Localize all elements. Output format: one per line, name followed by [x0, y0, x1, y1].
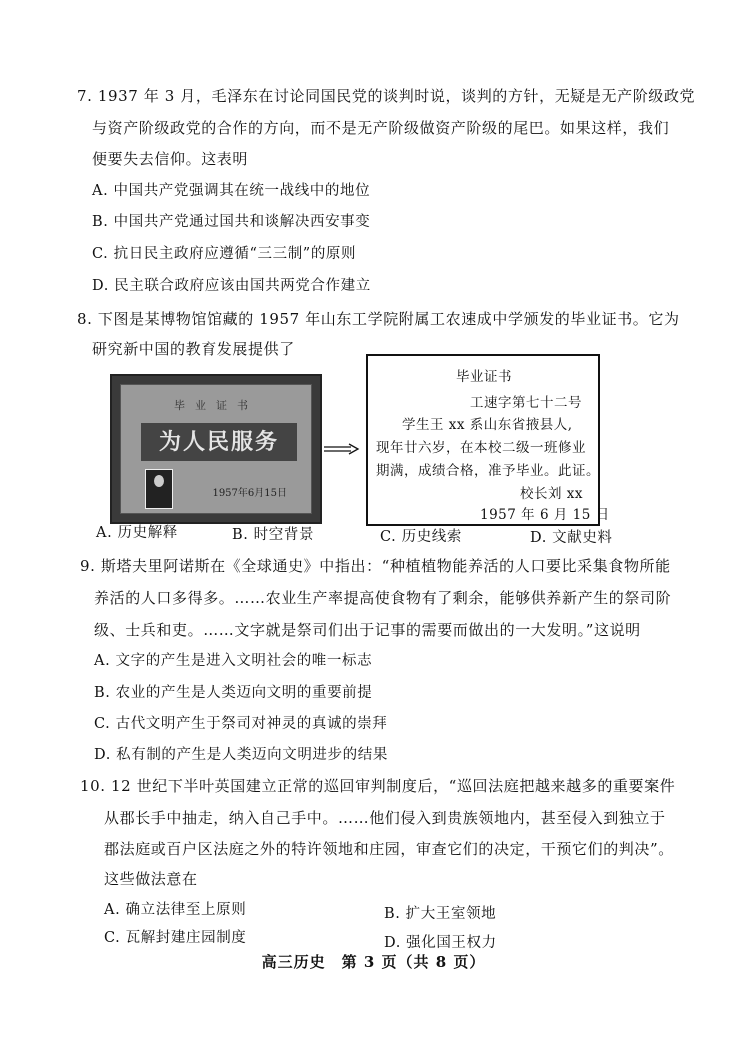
q7-option-a: A. 中国共产党强调其在统一战线中的地位: [92, 183, 371, 199]
page-footer: 高三历史 第 3 页（共 8 页）: [261, 953, 486, 971]
certificate-photo-date: 1957年6月15日: [212, 488, 287, 499]
q7-stem-line-1: 7. 1937 年 3 月，毛泽东在讨论同国民党的谈判时说，谈判的方针，无疑是无产阶级政党: [77, 87, 696, 105]
q7-option-b: B. 中国共产党通过国共和谈解决西安事变: [92, 214, 371, 230]
arrow-icon: [324, 443, 360, 455]
q9-option-d: D. 私有制的产生是人类迈向文明进步的结果: [94, 747, 388, 763]
q10-option-b: B. 扩大王室领地: [384, 906, 497, 922]
q8-stem-line-1: 8. 下图是某博物馆馆藏的 1957 年山东工学院附属工农速成中学颁发的毕业证书。它为: [77, 310, 680, 328]
q10-stem-line-3: 郡法庭或百户区法庭之外的特许领地和庄园，审查它们的决定，干预它们的判决”。: [104, 840, 674, 858]
q8-option-b: B. 时空背景: [232, 527, 315, 543]
q10-option-c: C. 瓦解封建庄园制度: [104, 930, 247, 946]
q8-option-c: C. 历史线索: [380, 529, 462, 545]
q8-option-a: A. 历史解释: [96, 525, 178, 541]
certificate-photo: [110, 374, 322, 524]
certificate-photo-title: 毕业证书: [174, 399, 258, 412]
q7-stem-line-3: 便要失去信仰。这表明: [92, 150, 249, 168]
cert-date: 1957 年 6 月 15 日: [480, 507, 610, 523]
q9-option-c: C. 古代文明产生于祭司对神灵的真诚的崇拜: [94, 716, 388, 732]
certificate-transcription: [366, 354, 610, 526]
q7-option-d: D. 民主联合政府应该由国共两党合作建立: [92, 278, 371, 294]
q8-option-d: D. 文献史料: [530, 530, 613, 546]
portrait-head: [154, 475, 164, 487]
cert-title: 毕业证书: [456, 369, 512, 385]
q10-stem-line-1: 10. 12 世纪下半叶英国建立正常的巡回审判制度后，“巡回法庭把越来越多的重要案件: [80, 777, 676, 795]
certificate-photo-surface: [120, 384, 312, 514]
q10-stem-line-4: 这些做法意在: [104, 870, 198, 888]
portrait-image: [145, 469, 173, 509]
q10-option-d: D. 强化国王权力: [384, 935, 497, 951]
q10-stem-line-2: 从郡长手中抽走，纳入自己手中。……他们侵入到贵族领地内，甚至侵入到独立于: [104, 809, 666, 827]
q8-stem-line-2: 研究新中国的教育发展提供了: [92, 340, 295, 358]
cert-number: 工速字第七十二号: [470, 395, 582, 411]
q9-stem-line-1: 9. 斯塔夫里阿诺斯在《全球通史》中指出：“种植植物能养活的人口要比采集食物所能: [80, 557, 671, 575]
q9-option-a: A. 文字的产生是进入文明社会的唯一标志: [94, 653, 373, 669]
cert-line-2: 现年廿六岁，在本校二级一班修业: [376, 440, 586, 456]
cert-line-3: 期满，成绩合格，准予毕业。此证。: [376, 463, 600, 479]
certificate-photo-banner: 为人民服务: [141, 423, 297, 461]
cert-line-1: 学生王 xx 系山东省掖县人,: [402, 417, 573, 433]
q9-stem-line-2: 养活的人口多得多。……农业生产率提高使食物有了剩余，能够供养新产生的祭司阶: [94, 589, 672, 607]
q10-option-a: A. 确立法律至上原则: [104, 902, 247, 918]
cert-principal: 校长刘 xx: [520, 486, 584, 502]
q9-stem-line-3: 级、士兵和吏。……文字就是祭司们出于记事的需要而做出的一大发明。”这说明: [94, 621, 641, 639]
q9-option-b: B. 农业的产生是人类迈向文明的重要前提: [94, 685, 373, 701]
q7-option-c: C. 抗日民主政府应遵循“三三制”的原则: [92, 246, 357, 262]
q7-stem-line-2: 与资产阶级政党的合作的方向，而不是无产阶级做资产阶级的尾巴。如果这样，我们: [92, 119, 670, 137]
